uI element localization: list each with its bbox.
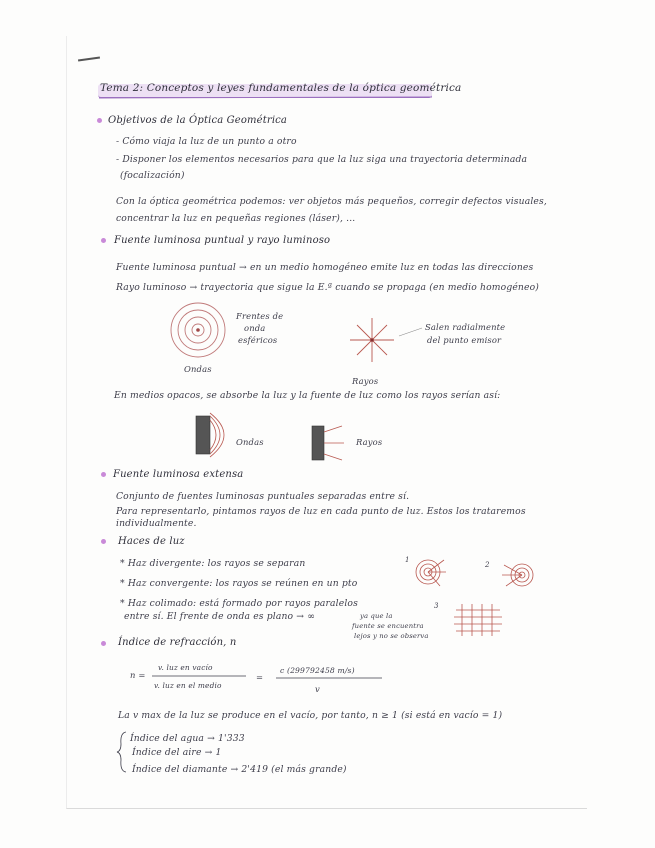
label-frentes-1: Frentes de — [236, 311, 284, 321]
medios-opacos-text: En medios opacos, se absorbe la luz y la fuente de luz como los rayos serían así: — [114, 390, 501, 401]
haces-item-convergente: * Haz convergente: los rayos se reúnen en un pto — [120, 578, 358, 589]
indice-agua: Índice del agua → 1'333 — [130, 733, 245, 744]
formula-equals: = — [256, 672, 264, 682]
haces-note-3: lejos y no se observa — [354, 632, 429, 640]
page-title: Tema 2: Conceptos y leyes fundamentales de la óptica geométrica — [100, 82, 462, 94]
vmax-text: La v max de la luz se produce en el vacío, por tanto, n ≥ 1 (si está en vacío = 1) — [118, 710, 503, 721]
haces-num-3: 3 — [434, 602, 439, 610]
fig-rayos-label: Rayos — [356, 437, 383, 447]
spherical-wavefronts-drawing — [171, 303, 225, 357]
haz-divergente-drawing — [416, 560, 446, 586]
objetivos-item-3: (focalización) — [120, 170, 185, 181]
objetivos-item-1: - Cómo viaja la luz de un punto a otro — [116, 136, 297, 147]
formula-v: v — [315, 684, 320, 694]
formula-n: n = — [130, 670, 146, 680]
label-salen-1: Salen radialmente — [425, 322, 506, 332]
haz-colimado-drawing — [454, 604, 502, 636]
haces-item-colimado-2: entre sí. El frente de onda es plano → ∞ — [124, 611, 316, 622]
haces-num-1: 1 — [405, 556, 410, 564]
formula-numerator: v. luz en vacío — [158, 663, 213, 672]
fuente-extensa-line-3: individualmente. — [116, 518, 197, 529]
title-underline — [99, 97, 432, 98]
label-frentes-2: onda — [244, 323, 266, 333]
haces-note-2: fuente se encuentra — [352, 622, 424, 630]
haces-note-1: ya que la — [360, 612, 393, 620]
haces-item-divergente: * Haz divergente: los rayos se separan — [120, 558, 306, 569]
objetivos-paragraph-2: concentrar la luz en pequeñas regiones (láser), ... — [116, 213, 356, 224]
objetivos-item-2: - Disponer los elementos necesarios para que la luz siga una trayectoria determinada — [116, 154, 528, 165]
radial-rays-drawing — [350, 318, 394, 362]
fuente-extensa-line-2: Para representarlo, pintamos rayos de luz en cada punto de luz. Estos los trataremos — [116, 506, 526, 517]
objetivos-paragraph-1: Con la óptica geométrica podemos: ver objetos más pequeños, corregir defectos visuales, — [116, 196, 547, 207]
opaque-source-ondas-drawing — [196, 413, 224, 457]
indice-diamante: Índice del diamante → 2'419 (el más grande) — [132, 764, 347, 775]
fuente-puntual-line-2: Rayo luminoso → trayectoria que sigue la E.ª cuando se propaga (en medio homogéneo) — [116, 282, 540, 293]
heading-objetivos: Objetivos de la Óptica Geométrica — [108, 115, 288, 126]
heading-haces: Haces de luz — [118, 536, 185, 547]
label-rayos: Rayos — [352, 376, 379, 386]
haces-item-colimado: * Haz colimado: está formado por rayos paralelos — [120, 598, 358, 609]
formula-c: c (299792458 m/s) — [280, 666, 355, 675]
salen-pointer — [399, 328, 422, 336]
label-frentes-3: esféricos — [238, 335, 278, 345]
label-ondas: Ondas — [184, 364, 212, 374]
fuente-puntual-line-1: Fuente luminosa puntual → en un medio homogéneo emite luz en todas las direcciones — [116, 262, 534, 273]
formula-denominator: v. luz en el medio — [154, 681, 222, 690]
haz-convergente-drawing — [502, 564, 533, 586]
heading-fuente-puntual: Fuente luminosa puntual y rayo luminoso — [114, 235, 331, 246]
fig-ondas-label: Ondas — [236, 437, 264, 447]
label-salen-2: del punto emisor — [427, 335, 502, 345]
opaque-source-rayos-drawing — [312, 426, 344, 460]
index-brace — [117, 732, 126, 772]
heading-indice: Índice de refracción, n — [118, 637, 237, 648]
fuente-extensa-line-1: Conjunto de fuentes luminosas puntuales separadas entre sí. — [116, 491, 410, 502]
indice-aire: Índice del aire → 1 — [132, 747, 222, 758]
haces-num-2: 2 — [485, 561, 490, 569]
heading-fuente-extensa: Fuente luminosa extensa — [113, 469, 244, 480]
